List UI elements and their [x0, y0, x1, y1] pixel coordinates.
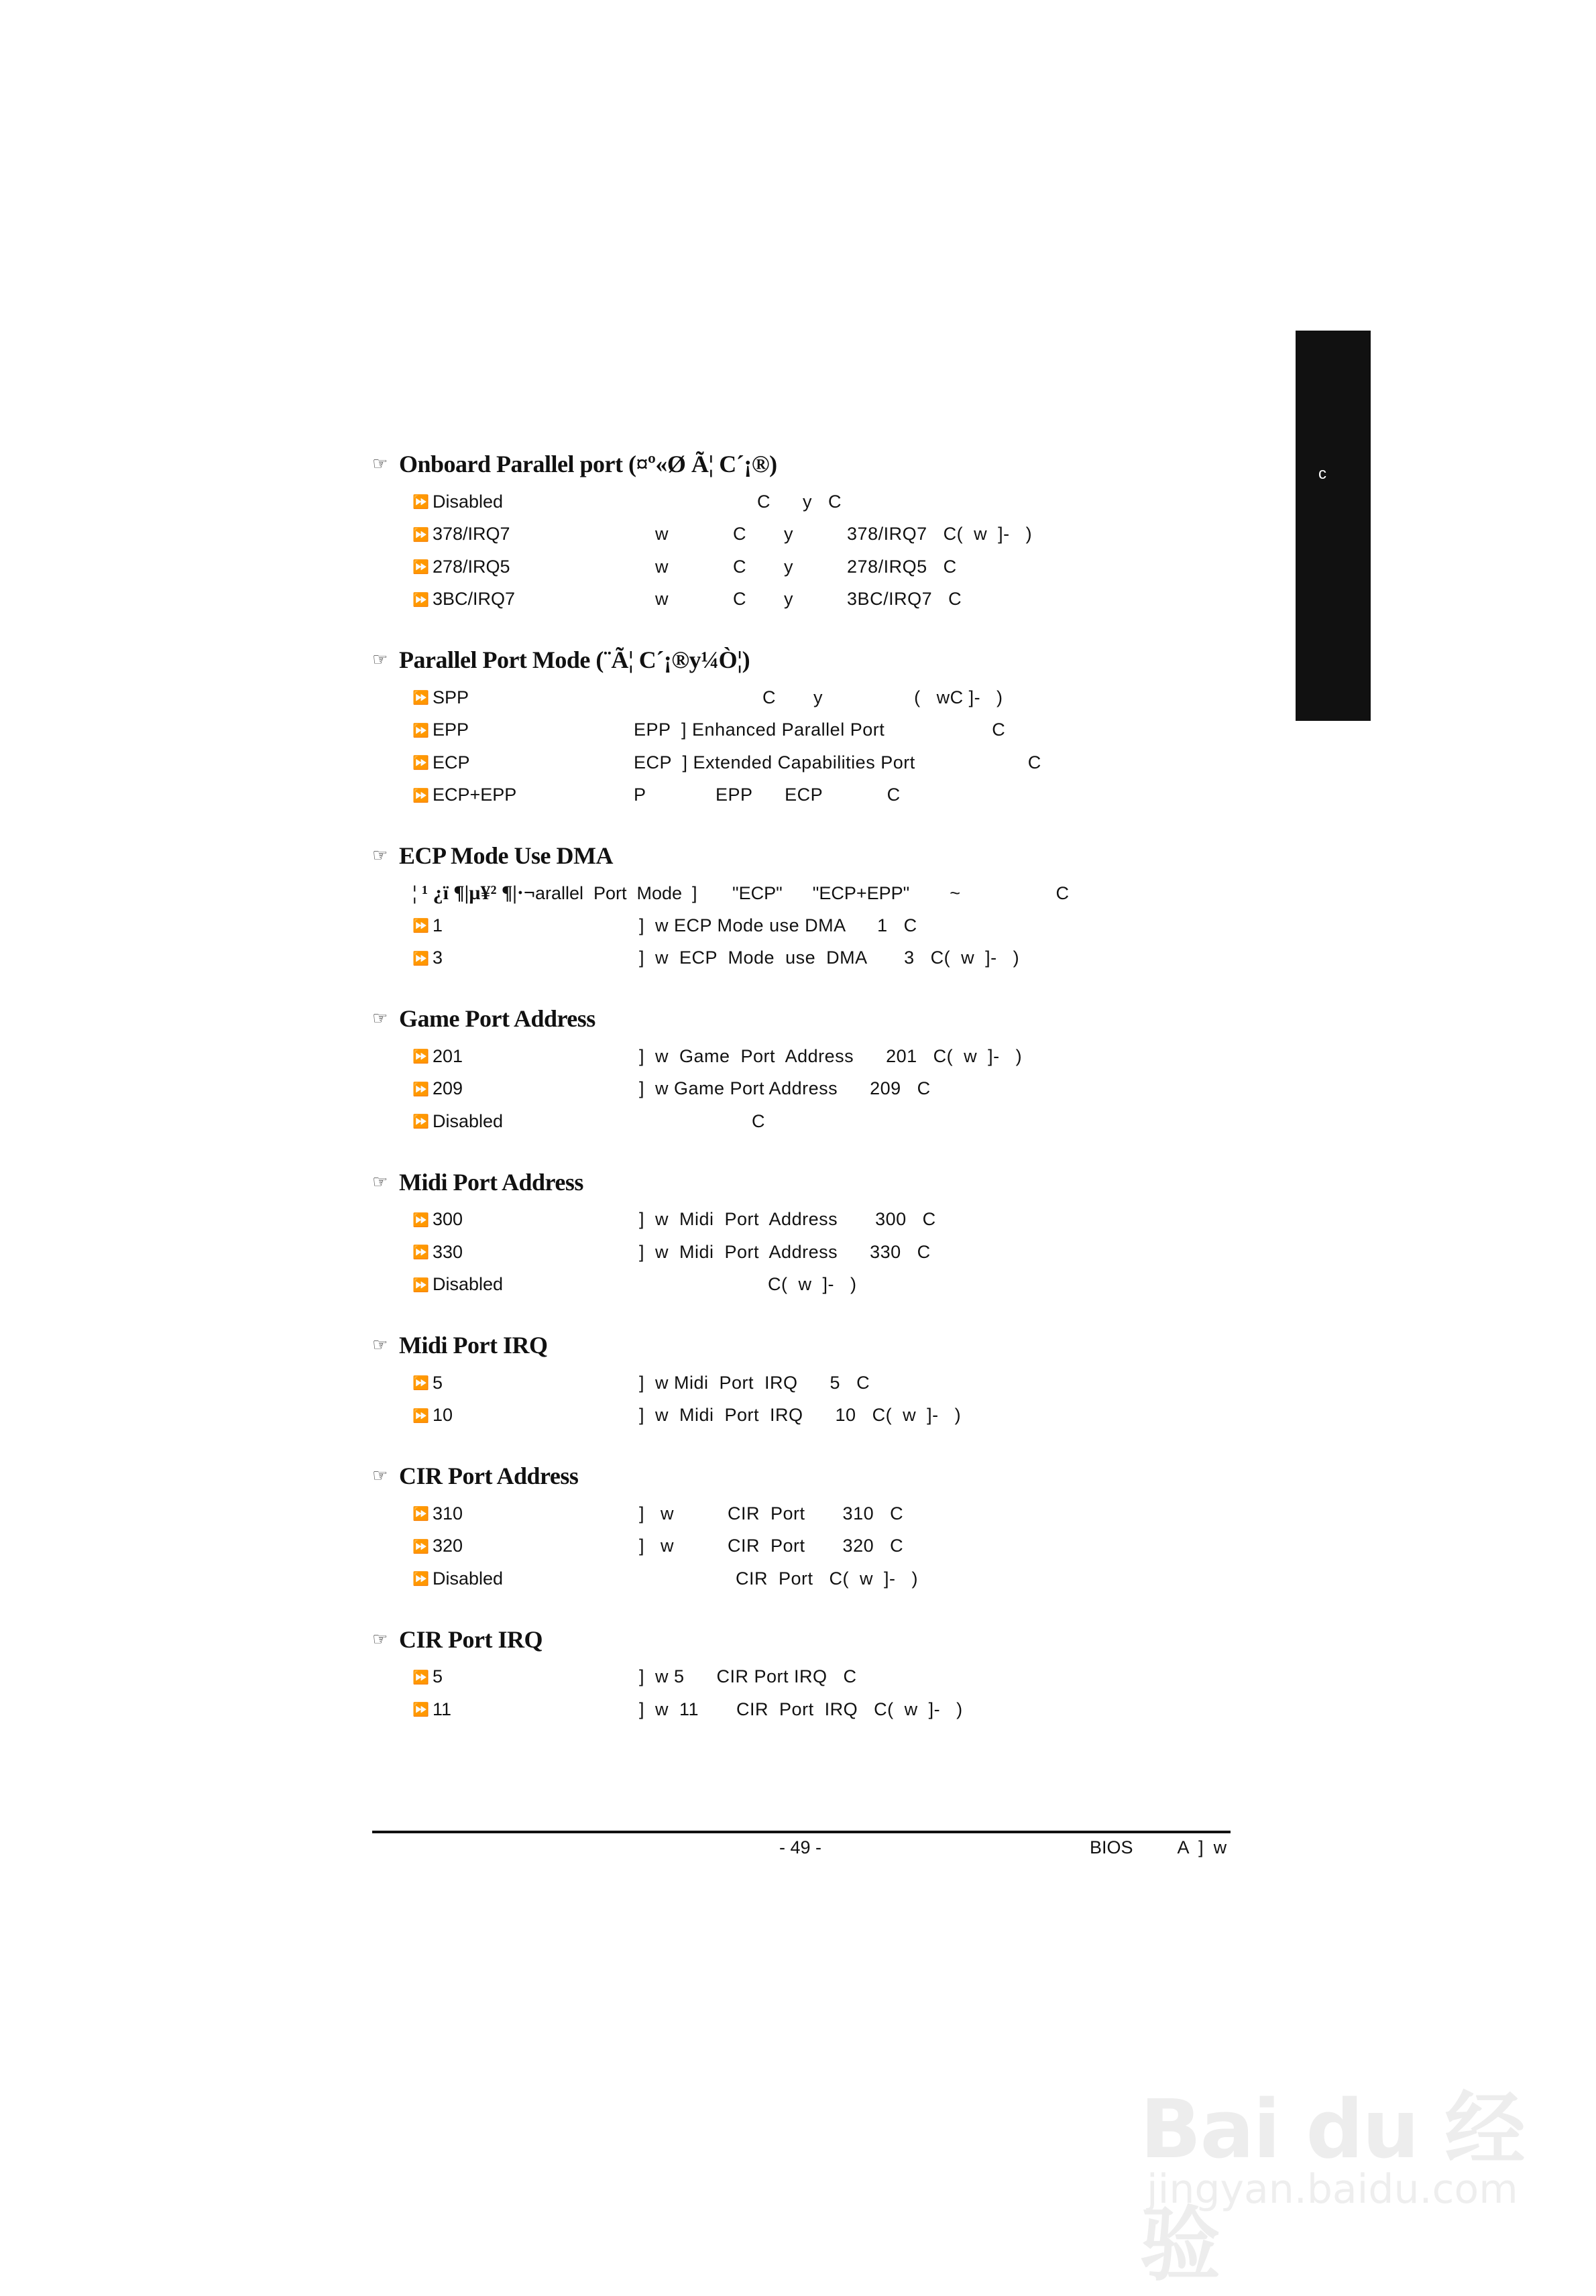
- double-arrow-bullet-icon: ⏩: [412, 1211, 429, 1228]
- double-arrow-bullet-icon: ⏩: [412, 1570, 429, 1587]
- option-description: ] w CIR Port 310 C: [634, 1503, 904, 1524]
- manual-content: [372, 443, 1231, 1749]
- option-value: 201: [433, 1045, 463, 1066]
- option-description: C y C: [634, 491, 842, 512]
- option-description: ] w CIR Port 320 C: [634, 1536, 904, 1556]
- option-row: [372, 942, 1231, 975]
- double-arrow-bullet-icon: ⏩: [412, 1701, 429, 1718]
- double-arrow-bullet-icon: ⏩: [412, 950, 429, 966]
- option-description: ] w Game Port Address 201 C( w ]- ): [634, 1045, 1023, 1066]
- double-arrow-bullet-icon: ⏩: [412, 494, 429, 510]
- bios-setting-section: [372, 1454, 1231, 1595]
- option-description: ] w 11 CIR Port IRQ C( w ]- ): [634, 1699, 963, 1719]
- option-row: [372, 518, 1231, 551]
- pointing-hand-icon: ☞: [372, 454, 388, 474]
- double-arrow-bullet-icon: ⏩: [412, 1668, 429, 1685]
- footer-rule: [372, 1831, 1231, 1833]
- option-description: ] w Midi Port Address 330 C: [634, 1241, 931, 1262]
- double-arrow-bullet-icon: ⏩: [412, 1505, 429, 1522]
- bios-setting-section: [372, 1618, 1231, 1726]
- option-description: ECP ] Extended Capabilities Port C: [634, 752, 1041, 772]
- watermark-url: jingyan.baidu.com: [1147, 2166, 1518, 2213]
- option-value: 310: [433, 1503, 463, 1524]
- option-row: [372, 551, 1231, 583]
- double-arrow-bullet-icon: ⏩: [412, 1375, 429, 1391]
- page-number: - 49 -: [779, 1837, 822, 1857]
- option-value: ECP+EPP: [433, 785, 517, 805]
- section-title: CIR Port IRQ: [399, 1625, 543, 1653]
- option-row: [372, 1661, 1231, 1694]
- option-row: [372, 1269, 1231, 1302]
- option-row: [372, 1399, 1231, 1432]
- option-value: 10: [433, 1405, 453, 1426]
- option-description: ] w ECP Mode use DMA 3 C( w ]- ): [634, 948, 1020, 968]
- section-heading: [372, 638, 1231, 681]
- section-title: CIR Port Address: [399, 1462, 579, 1489]
- section-note: [372, 877, 1231, 909]
- option-value: SPP: [433, 687, 469, 707]
- section-title: Parallel Port Mode (¨Ã¦ C´¡®y¼Ò¦): [399, 646, 750, 673]
- double-arrow-bullet-icon: ⏩: [412, 1080, 429, 1097]
- section-heading: [372, 443, 1231, 485]
- section-title: ECP Mode Use DMA: [399, 842, 613, 869]
- option-row: [372, 779, 1231, 812]
- double-arrow-bullet-icon: ⏩: [412, 917, 429, 934]
- option-value: ECP: [433, 752, 470, 772]
- pointing-hand-icon: ☞: [372, 846, 388, 866]
- double-arrow-bullet-icon: ⏩: [412, 559, 429, 575]
- option-description: C( w ]- ): [634, 1274, 857, 1295]
- option-value: 278/IRQ5: [433, 556, 510, 577]
- pointing-hand-icon: ☞: [372, 1171, 388, 1192]
- bios-setting-section: [372, 1324, 1231, 1432]
- option-value: EPP: [433, 720, 469, 740]
- section-heading: [372, 1324, 1231, 1367]
- option-value: 3: [433, 948, 443, 968]
- option-description: C: [634, 1110, 766, 1131]
- option-row: [372, 681, 1231, 714]
- double-arrow-bullet-icon: ⏩: [412, 689, 429, 706]
- section-note-text: arallel Port Mode ] "ECP" "ECP+EPP" ~ C: [534, 883, 1070, 903]
- bios-setting-section: [372, 638, 1231, 811]
- option-value: Disabled: [433, 491, 504, 512]
- option-description: w C y 3BC/IRQ7 C: [634, 589, 962, 610]
- pointing-hand-icon: ☞: [372, 1466, 388, 1486]
- option-value: Disabled: [433, 1110, 504, 1131]
- option-row: [372, 1040, 1231, 1073]
- option-value: Disabled: [433, 1274, 504, 1295]
- pointing-hand-icon: ☞: [372, 1335, 388, 1355]
- double-arrow-bullet-icon: ⏩: [412, 1538, 429, 1554]
- section-note-prefix: ¦ ¹ ¿ï ¶|µ¥² ¶|·¬: [412, 882, 535, 904]
- pointing-hand-icon: ☞: [372, 1629, 388, 1650]
- section-heading: [372, 834, 1231, 877]
- double-arrow-bullet-icon: ⏩: [412, 591, 429, 608]
- section-heading: [372, 1161, 1231, 1204]
- double-arrow-bullet-icon: ⏩: [412, 1048, 429, 1065]
- option-row: [372, 1236, 1231, 1269]
- option-description: ] w Midi Port IRQ 5 C: [634, 1372, 870, 1393]
- section-title: Midi Port Address: [399, 1168, 583, 1196]
- option-row: [372, 1367, 1231, 1399]
- option-row: [372, 1073, 1231, 1106]
- option-value: Disabled: [433, 1568, 504, 1589]
- option-row: [372, 1693, 1231, 1726]
- footer-chapter-title: BIOS A ] w: [1090, 1837, 1227, 1857]
- bios-setting-section: [372, 834, 1231, 974]
- option-row: [372, 583, 1231, 616]
- pointing-hand-icon: ☞: [372, 650, 388, 670]
- option-row: [372, 485, 1231, 518]
- section-heading: [372, 1454, 1231, 1497]
- section-title: Game Port Address: [399, 1005, 595, 1032]
- option-description: ] w Midi Port Address 300 C: [634, 1209, 936, 1230]
- option-value: 320: [433, 1536, 463, 1556]
- option-row: [372, 1204, 1231, 1237]
- chapter-side-tab: [1296, 331, 1371, 721]
- option-value: 378/IRQ7: [433, 524, 510, 544]
- section-title: Midi Port IRQ: [399, 1332, 548, 1359]
- option-row: [372, 1497, 1231, 1530]
- double-arrow-bullet-icon: ⏩: [412, 787, 429, 803]
- option-description: w C y 378/IRQ7 C( w ]- ): [634, 524, 1033, 544]
- double-arrow-bullet-icon: ⏩: [412, 1276, 429, 1293]
- watermark-logo: Bai du 经验: [1140, 2083, 1524, 2292]
- pointing-hand-icon: ☞: [372, 1009, 388, 1029]
- option-description: C y ( wC ]- ): [634, 687, 1003, 707]
- bios-setting-section: [372, 997, 1231, 1138]
- double-arrow-bullet-icon: ⏩: [412, 722, 429, 738]
- option-row: [372, 1530, 1231, 1563]
- option-description: ] w Midi Port IRQ 10 C( w ]- ): [634, 1405, 962, 1426]
- option-description: P EPP ECP C: [634, 785, 901, 805]
- option-description: ] w 5 CIR Port IRQ C: [634, 1666, 857, 1687]
- option-description: w C y 278/IRQ5 C: [634, 556, 957, 577]
- double-arrow-bullet-icon: ⏩: [412, 1244, 429, 1261]
- option-value: 5: [433, 1372, 443, 1393]
- section-title: Onboard Parallel port (¤º«Ø Ã¦ C´¡®): [399, 451, 777, 477]
- option-row: [372, 746, 1231, 779]
- double-arrow-bullet-icon: ⏩: [412, 1407, 429, 1424]
- option-row: [372, 1105, 1231, 1138]
- option-description: ] w Game Port Address 209 C: [634, 1078, 931, 1099]
- bios-setting-section: [372, 1161, 1231, 1302]
- option-description: ] w ECP Mode use DMA 1 C: [634, 915, 917, 935]
- side-tab-label: c: [1318, 465, 1326, 483]
- option-value: 209: [433, 1078, 463, 1099]
- option-value: 5: [433, 1666, 443, 1687]
- option-row: [372, 1562, 1231, 1595]
- option-description: CIR Port C( w ]- ): [634, 1568, 919, 1589]
- option-value: 3BC/IRQ7: [433, 589, 516, 610]
- double-arrow-bullet-icon: ⏩: [412, 526, 429, 542]
- option-row: [372, 714, 1231, 747]
- double-arrow-bullet-icon: ⏩: [412, 1113, 429, 1130]
- double-arrow-bullet-icon: ⏩: [412, 754, 429, 771]
- section-heading: [372, 1618, 1231, 1661]
- option-value: 11: [433, 1699, 452, 1719]
- section-heading: [372, 997, 1231, 1040]
- option-row: [372, 909, 1231, 942]
- option-value: 330: [433, 1241, 463, 1262]
- option-description: EPP ] Enhanced Parallel Port C: [634, 720, 1006, 740]
- option-value: 1: [433, 915, 443, 935]
- option-value: 300: [433, 1209, 463, 1230]
- bios-setting-section: [372, 443, 1231, 616]
